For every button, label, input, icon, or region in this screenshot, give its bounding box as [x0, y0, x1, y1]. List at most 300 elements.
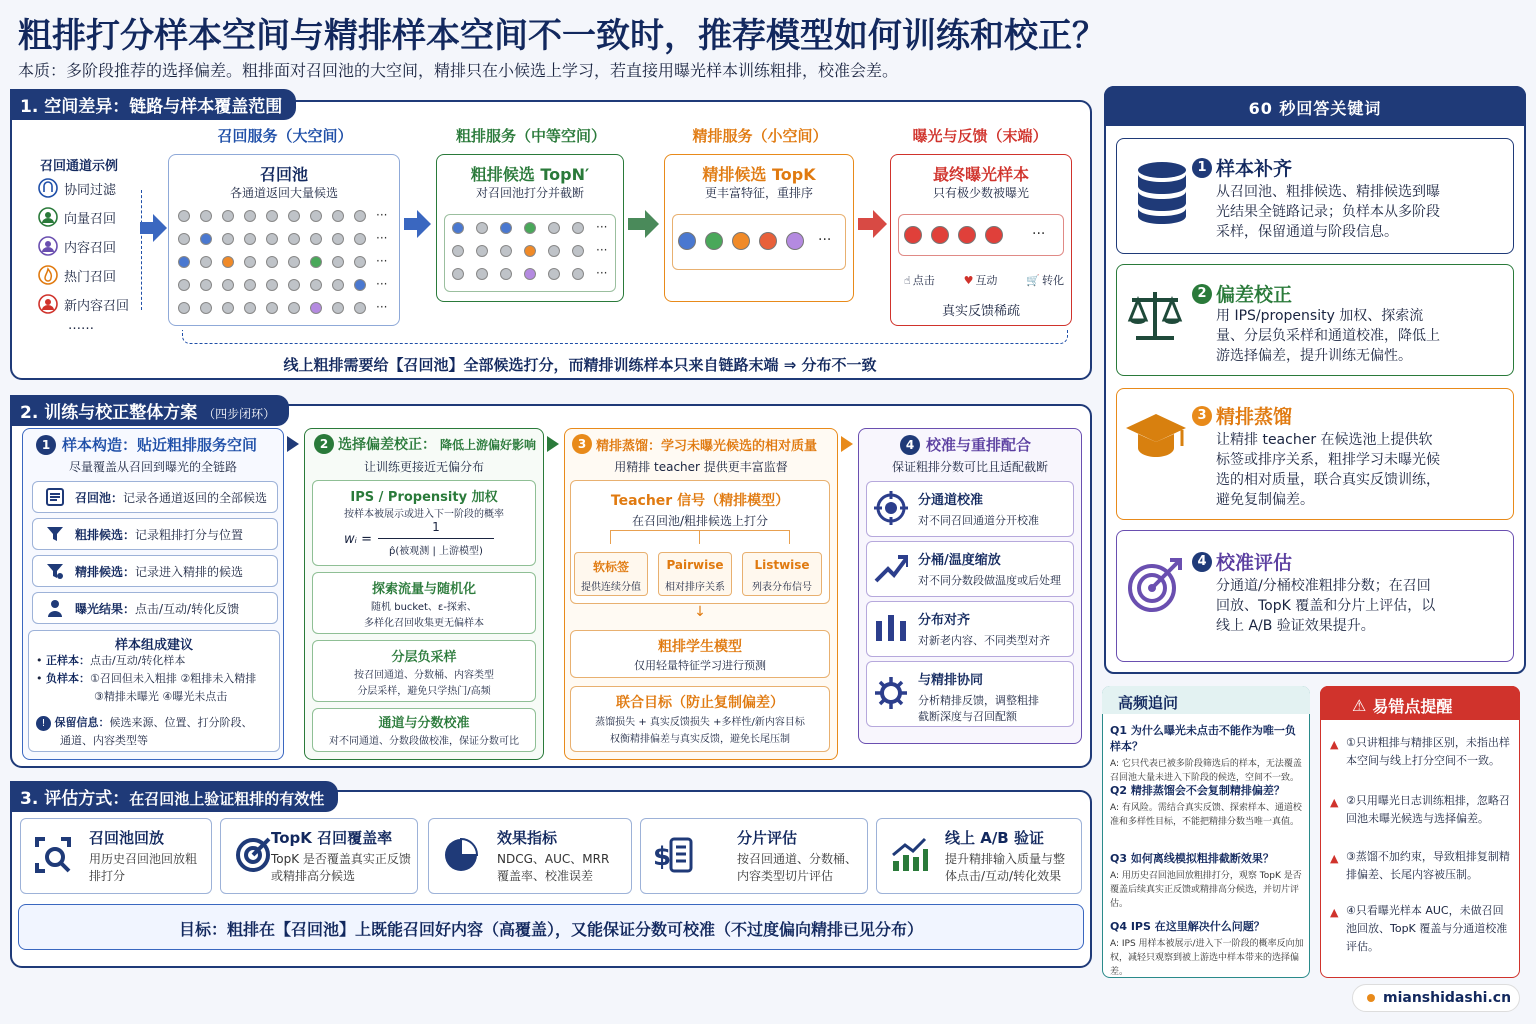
- candidate-dot: [178, 302, 190, 314]
- eval-item-title: 分片评估: [737, 829, 798, 847]
- eval-item-desc: TopK 是否覆盖真实正反馈或精排高分候选: [271, 852, 411, 883]
- candidate-dot: [332, 279, 344, 291]
- candidate-dot: [288, 210, 300, 222]
- filter-icon: [45, 561, 65, 581]
- feedback-row: [904, 272, 1064, 288]
- candidate-dot: [178, 210, 190, 222]
- eval-item-coverage: [220, 818, 418, 894]
- sub-pair-desc: 相对排序关系: [665, 582, 725, 593]
- col4-desc: 保证粗排分数可比且适配截断: [891, 460, 1048, 474]
- neg-val-1: ①召回但未入粗排 ②粗排未入精排: [90, 672, 257, 685]
- candidate-dot: [332, 302, 344, 314]
- col2-block-calib-title: 通道与分数校准: [378, 716, 470, 731]
- candidate-dot: [572, 222, 584, 234]
- section-3-header-title: 3. 评估方式：: [20, 789, 130, 809]
- sub-soft-title: 软标签: [592, 560, 629, 574]
- col1-advice-pos: • 正样本：点击/互动/转化样本: [36, 654, 186, 667]
- candidate-dot: [310, 279, 322, 291]
- eval-item-ab: [876, 818, 1082, 894]
- col1-num: 1: [36, 435, 56, 455]
- cart-icon: 🛒: [1026, 273, 1040, 287]
- warning-icon: ⚠: [1352, 696, 1367, 715]
- key-card-2-desc: 用 IPS/propensity 加权、探索流量、分层负采样和通道校准，降低上游选择偏差，提升训练无偏性。: [1216, 308, 1440, 364]
- col1-item-key: 召回池：: [75, 490, 124, 505]
- site-badge[interactable]: [1352, 984, 1520, 1012]
- col1-desc: 尽量覆盖从召回到曝光的全链路: [68, 460, 237, 474]
- candidate-dot: [200, 256, 212, 268]
- new-content-icon: [38, 294, 58, 314]
- candidate-dot: [548, 268, 560, 280]
- page-subtitle: 本质：多阶段推荐的选择偏差。粗排面对召回池的大空间，精排只在小候选上学习，若直接用曝光样本训练粗排，校准会差。: [18, 61, 899, 80]
- channel-label: 热门召回: [64, 269, 117, 285]
- channel-label: 协同过滤: [64, 182, 117, 198]
- sub-list-desc: 列表分布信号: [752, 582, 812, 593]
- candidate-dot: [200, 302, 212, 314]
- exposure-box-title: 最终曝光样本: [932, 165, 1029, 184]
- qa-item: [1110, 850, 1304, 911]
- col4-item-bucket-desc: 对不同分数段做温度或后处理: [918, 574, 1061, 587]
- candidate-dot: [244, 210, 256, 222]
- qa-answer: A: IPS 用样本被展示/进入下一阶段的概率反向加权，减轻只观察到被上游选中样本带来的选择偏差。: [1110, 939, 1304, 977]
- candidate-dot: [310, 256, 322, 268]
- eval-item-slice: [640, 818, 868, 894]
- recall-dot-grid: [178, 210, 394, 320]
- candidate-dot: [266, 302, 278, 314]
- eval-item-desc: 用历史召回池回放粗排打分: [89, 852, 198, 883]
- candidate-dot: [178, 233, 190, 245]
- mistakes-list: [1320, 730, 1520, 970]
- key-card-3-title: [1192, 402, 1292, 429]
- eval-item-desc: 按召回通道、分数桶、内容类型切片评估: [737, 852, 858, 883]
- candidate-dot: [332, 233, 344, 245]
- channel-item: [38, 236, 116, 256]
- candidate-dot: [332, 210, 344, 222]
- warning-icon: ▲: [1330, 906, 1339, 919]
- key-card-3-desc: 让精排 teacher 在候选池上提供软标签或排序关系，粗排学习未曝光候选的相对质量，联合真实反馈训练，避免复制偏差。: [1216, 432, 1440, 508]
- right-panel-title: 60 秒回答关键词: [1248, 99, 1382, 118]
- more-ellipsis: ···: [1032, 226, 1046, 242]
- col1-item-key: 曝光结果：: [75, 601, 136, 616]
- site-dot-icon: [1367, 994, 1375, 1002]
- arrow-recall-coarse: [404, 218, 418, 230]
- feedback-note: 真实反馈稀疏: [941, 304, 1020, 319]
- mistakes-title: [1352, 694, 1452, 717]
- eval-item-title: 效果指标: [497, 829, 558, 847]
- candidate-dot: [288, 256, 300, 268]
- user-icon: [38, 207, 58, 227]
- col4-title-text: 校准与重排配合: [926, 436, 1032, 454]
- fire-icon: [38, 265, 58, 285]
- qa-answer: A: 用历史召回池回放粗排打分，观察 TopK 是否覆盖后续真实正反馈或精排高分候选，并切片评估。: [1110, 871, 1302, 909]
- fine-box-desc: 更丰富特征，重排序: [704, 186, 813, 200]
- candidate-dot: [759, 232, 777, 250]
- more-ellipsis: ···: [596, 220, 608, 234]
- candidate-dot: [244, 233, 256, 245]
- more-ellipsis: ···: [818, 232, 832, 248]
- candidate-dot: [354, 210, 366, 222]
- arrow-coarse-fine: [628, 218, 646, 230]
- key-card-1-num: 1: [1192, 158, 1212, 178]
- candidate-dot: [244, 256, 256, 268]
- mistake-text: ②只用曝光日志训练粗排，忽略召回池未曝光候选与选择偏差。: [1346, 794, 1510, 825]
- database-icon: [1134, 160, 1190, 226]
- mistakes-title-text: 易错点提醒: [1372, 697, 1453, 716]
- candidate-dot: [266, 279, 278, 291]
- col4-item-channel-title: 分通道校准: [918, 493, 984, 508]
- col2-title-text: 选择偏差校正：: [338, 437, 436, 453]
- stage-label-exposure: 曝光与反馈（末端）: [912, 127, 1048, 145]
- warning-icon: ▲: [1330, 738, 1339, 751]
- candidate-dot: [524, 245, 536, 257]
- key-card-1-desc: 从召回池、粗排候选、精排候选到曝光结果全链路记录；负样本从多阶段采样，保留通道与阶段信息。: [1216, 184, 1440, 240]
- arrow-col3-col4: [841, 436, 853, 452]
- candidate-dot: [786, 232, 804, 250]
- info-icon: !: [36, 716, 51, 731]
- coarse-box-title: 粗排候选 TopN′: [470, 165, 590, 184]
- ips-formula-den: p̂(被观测 | 上游模型): [389, 546, 483, 557]
- col1-item-key: 粗排候选：: [75, 527, 136, 542]
- col4-item-bucket-title: 分桶/温度缩放: [918, 553, 1001, 568]
- arrow-col1-col2: [287, 436, 299, 452]
- col2-desc: 让训练更接近无偏分布: [363, 460, 484, 474]
- channel-item: [38, 178, 116, 198]
- col1-advice-title: 样本组成建议: [114, 638, 193, 653]
- eval-item-title: 线上 A/B 验证: [945, 829, 1044, 847]
- candidate-dot: [572, 268, 584, 280]
- more-ellipsis: ···: [376, 277, 388, 291]
- site-url: mianshidashi.cn: [1383, 990, 1512, 1006]
- col4-item-align-desc: 对新老内容、不同类型对齐: [918, 634, 1050, 647]
- sub-pair-title: Pairwise: [666, 558, 724, 572]
- candidate-dot: [244, 279, 256, 291]
- col4-title: [900, 434, 1031, 455]
- eval-item-desc: NDCG、AUC、MRR覆盖率、校准误差: [497, 852, 610, 883]
- candidate-dot: [678, 232, 696, 250]
- col1-advice-neg-2: ③精排未曝光 ④曝光未点击: [94, 690, 228, 703]
- fine-dot-row: [678, 232, 846, 252]
- col4-num: 4: [900, 435, 920, 455]
- candidate-dot: [354, 302, 366, 314]
- col1-advice-keep: [36, 714, 253, 731]
- candidate-dot: [244, 302, 256, 314]
- pie-chart-icon: [441, 835, 481, 875]
- more-ellipsis: ···: [596, 243, 608, 257]
- col1-item-coarse: [32, 518, 278, 550]
- more-ellipsis: ···: [376, 208, 388, 222]
- pos-key: 正样本：: [46, 654, 90, 667]
- more-ellipsis: ···: [376, 254, 388, 268]
- qa-question: Q3 如何离线模拟粗排截断效果？: [1110, 852, 1274, 865]
- candidate-dot: [332, 256, 344, 268]
- key-card-1-title: [1192, 154, 1292, 181]
- replay-search-icon: [33, 835, 73, 875]
- keep-val-1: 候选来源、位置、打分阶段、: [109, 716, 253, 729]
- teacher-title: Teacher 信号（精排模型）: [610, 493, 790, 509]
- teacher-branch-center: [699, 530, 700, 544]
- recall-pool-title: 召回池: [259, 165, 308, 184]
- teacher-desc: 在召回池/粗排候选上打分: [631, 514, 769, 528]
- channel-label: 内容召回: [64, 240, 117, 256]
- candidate-dot: [548, 245, 560, 257]
- col1-item-text: [75, 489, 267, 506]
- candidate-dot: [354, 279, 366, 291]
- col3-title: [572, 434, 817, 454]
- feedback-click-label: 点击: [912, 274, 935, 287]
- mistake-item: [1330, 848, 1510, 884]
- key-card-4-num: 4: [1192, 552, 1212, 572]
- channel-item: [38, 294, 129, 314]
- candidate-dot: [732, 232, 750, 250]
- channel-bracket: [136, 190, 142, 310]
- arrow-to-recall-head: [153, 214, 167, 242]
- candidate-dot: [500, 245, 512, 257]
- channel-label: 新内容召回: [64, 298, 130, 314]
- target-icon: [874, 491, 908, 525]
- ips-formula-bar: [378, 538, 494, 539]
- warning-icon: ▲: [1330, 796, 1339, 809]
- candidate-dot: [178, 256, 190, 268]
- teacher-to-student-arrow: ↓: [694, 604, 706, 620]
- col1-item-val: 记录进入精排的候选: [135, 564, 244, 579]
- col2-block-strat-title: 分层负采样: [391, 650, 457, 665]
- section-1-header-title: 1. 空间差异：: [20, 97, 130, 117]
- col1-item-val: 记录粗排打分与位置: [135, 527, 244, 542]
- channels-title: 召回通道示例: [40, 159, 119, 174]
- candidate-dot: [200, 233, 212, 245]
- col2-block-explore-d1: 随机 bucket、ε-探索、: [371, 602, 477, 613]
- key-card-3-title-text: 精排蒸馏: [1216, 406, 1293, 428]
- candidate-dot: [288, 279, 300, 291]
- candidate-dot: [200, 279, 212, 291]
- candidate-dot: [904, 226, 922, 244]
- candidate-dot: [452, 245, 464, 257]
- qa-question: Q4 IPS 在这里解决什么问题？: [1110, 920, 1265, 933]
- col2-block-explore-d2: 多样化召回收集更无偏样本: [364, 618, 484, 629]
- eval-item-title: TopK 召回覆盖率: [271, 829, 393, 847]
- mistake-text: ①只讲粗排与精排区别，未指出样本空间与线上打分空间不一致。: [1346, 736, 1510, 767]
- qa-answer: A: 它只代表已被多阶段筛选后的样本，无法覆盖召回池大量未进入下阶段的候选，空间不一致。: [1110, 759, 1302, 783]
- key-card-4-title-text: 校准评估: [1216, 552, 1293, 574]
- candidate-dot: [354, 233, 366, 245]
- candidate-dot: [178, 279, 190, 291]
- section-1-note: 线上粗排需要给【召回池】全部候选打分，而精排训练样本只来自链路末端 ⇒ 分布不一致: [283, 356, 877, 374]
- recall-pool-desc: 各通道返回大量候选: [229, 186, 338, 200]
- list-icon: [45, 487, 65, 507]
- more-ellipsis: ···: [596, 266, 608, 280]
- col2-title-sub: 降低上游偏好影响: [440, 437, 537, 452]
- followup-list: [1102, 718, 1310, 976]
- candidate-dot: [452, 222, 464, 234]
- target-arrow-icon: [1126, 556, 1184, 614]
- ips-formula-lhs: wᵢ =: [344, 532, 372, 547]
- section-1-header-sub: 链路与样本覆盖范围: [129, 97, 283, 117]
- key-card-3-num: 3: [1192, 406, 1212, 426]
- heart-icon: ♥: [963, 273, 974, 287]
- channel-item: [38, 207, 116, 227]
- joint-desc-2: 权衡精排偏差与真实反馈，避免长尾压制: [610, 734, 790, 745]
- col2-block-explore-title: 探索流量与随机化: [371, 582, 476, 597]
- col1-advice-keep-2: 通道、内容类型等: [60, 734, 148, 747]
- candidate-dot: [310, 233, 322, 245]
- funnel-icon: [45, 524, 65, 544]
- feedback-interact-label: 互动: [975, 274, 998, 287]
- qa-answer: A: 有风险。需结合真实反馈、探索样本、通道校准和多样性目标，不能把精排分数当唯一真值。: [1110, 803, 1302, 827]
- candidate-dot: [476, 245, 488, 257]
- mistake-text: ③蒸馏不加约束，导致粗排复制精排偏差、长尾内容被压制。: [1346, 850, 1510, 881]
- gear-icon: [874, 676, 908, 710]
- candidate-dot: [548, 222, 560, 234]
- candidate-dot: [266, 233, 278, 245]
- candidate-dot: [705, 232, 723, 250]
- col4-item-channel-desc: 对不同召回通道分开校准: [918, 514, 1039, 527]
- col1-item-key: 精排候选：: [75, 564, 136, 579]
- coarse-dot-grid: [452, 222, 612, 292]
- followup-title: 高频追问: [1118, 694, 1179, 712]
- student-desc: 仅用轻量特征学习进行预测: [634, 659, 766, 672]
- feedback-convert-label: 转化: [1042, 274, 1064, 287]
- key-card-4-title: [1192, 548, 1292, 575]
- candidate-dot: [222, 233, 234, 245]
- graduation-cap-icon: [1124, 412, 1188, 460]
- ips-formula-num: 1: [432, 520, 440, 534]
- section-2-header-title: 2. 训练与校正整体方案: [20, 403, 198, 423]
- qa-question: Q1 为什么曝光未点击不能作为唯一负样本？: [1110, 724, 1296, 753]
- coarse-box-desc: 对召回池打分并截断: [475, 186, 584, 200]
- mistake-item: [1330, 792, 1510, 828]
- content-icon: [38, 236, 58, 256]
- candidate-dot: [354, 256, 366, 268]
- goal-text: 目标：粗排在【召回池】上既能召回好内容（高覆盖），又能保证分数可校准（不过度偏向精排已见分布）: [178, 920, 923, 939]
- qa-item: [1110, 722, 1304, 785]
- section-2-header-sub: （四步闭环）: [203, 407, 276, 421]
- qa-item: [1110, 918, 1304, 979]
- candidate-dot: [476, 268, 488, 280]
- qa-question: Q2 精排蒸馏会不会复制精排偏差？: [1110, 784, 1285, 797]
- candidate-dot: [524, 268, 536, 280]
- candidate-dot: [310, 302, 322, 314]
- channel-label: 向量召回: [64, 211, 117, 227]
- feedback-click: [904, 272, 935, 288]
- col3-title-text: 精排蒸馏：学习未曝光候选的相对质量: [596, 438, 818, 454]
- sub-list-title: Listwise: [754, 558, 810, 572]
- arrow-fine-exposure: [858, 218, 874, 230]
- click-icon: ☝: [904, 273, 911, 287]
- channel-more: ……: [68, 318, 94, 333]
- key-card-4-desc: 分通道/分桶校准粗排分数；在召回回放、TopK 覆盖和分片上评估，以线上 A/B 验证效果提升。: [1216, 578, 1436, 634]
- more-ellipsis: ···: [376, 231, 388, 245]
- col2-block-ips-desc: 按样本被展示或进入下一阶段的概率: [344, 509, 504, 520]
- candidate-dot: [288, 302, 300, 314]
- section-3-header: [10, 781, 338, 812]
- col1-item-text: [75, 563, 243, 580]
- person-icon: [45, 598, 65, 618]
- page-title: 粗排打分样本空间与精排样本空间不一致时，推荐模型如何训练和校正？: [18, 16, 1106, 56]
- student-title: 粗排学生模型: [658, 639, 742, 655]
- candidate-dot: [222, 302, 234, 314]
- joint-desc-1: 蒸馏损失 + 真实反馈损失 +多样性/新内容目标: [595, 717, 805, 728]
- candidate-dot: [452, 268, 464, 280]
- col3-desc: 用精排 teacher 提供更丰富监督: [614, 460, 788, 474]
- section-3-header-sub: 在召回池上验证粗排的有效性: [129, 790, 325, 808]
- stage-label-recall: 召回服务（大空间）: [217, 127, 353, 145]
- candidate-dot: [524, 222, 536, 234]
- col1-item-val: 记录各通道返回的全部候选: [123, 490, 268, 505]
- eval-item-desc: 提升精排输入质量与整体点击/互动/转化效果: [945, 852, 1066, 883]
- key-card-2-title-text: 偏差校正: [1216, 284, 1293, 306]
- col2-block-strat-d2: 分层采样，避免只学热门/高频: [357, 686, 491, 697]
- col1-title-text: 样本构造：贴近粗排服务空间: [62, 436, 258, 454]
- candidate-dot: [288, 233, 300, 245]
- col1-item-exposure: [32, 592, 278, 624]
- col4-item-collab-d1: 分析精排反馈，调整粗排: [918, 694, 1039, 707]
- arrow-recall-coarse-head: [417, 210, 431, 238]
- key-card-1-title-text: 样本补齐: [1216, 158, 1293, 180]
- candidate-dot: [222, 279, 234, 291]
- col1-item-fine: [32, 555, 278, 587]
- sub-soft-desc: 提供连续分值: [581, 582, 641, 593]
- col2-title: [314, 434, 536, 454]
- candidate-dot: [500, 268, 512, 280]
- bar-growth-icon: [889, 835, 929, 875]
- col1-advice-neg: • 负样本：①召回但未入粗排 ②粗排未入精排: [36, 672, 257, 685]
- col4-item-collab-title: 与精排协同: [918, 673, 984, 688]
- teacher-branch: [610, 530, 790, 544]
- candidate-dot: [500, 222, 512, 234]
- channel-item: [38, 265, 116, 285]
- eval-item-replay: [20, 818, 212, 894]
- columns-icon: [874, 611, 908, 645]
- candidate-dot: [958, 226, 976, 244]
- neg-key: 负样本：: [46, 672, 90, 685]
- fine-box-title: 精排候选 TopK: [702, 165, 816, 184]
- col2-num: 2: [314, 434, 334, 454]
- more-ellipsis: ···: [376, 300, 388, 314]
- col2-block-calib-d1: 对不同通道、分数段做校准，保证分数可比: [329, 736, 519, 747]
- exposure-box-desc: 只有极少数被曝光: [932, 186, 1029, 200]
- mistake-item: [1330, 902, 1510, 956]
- dollar-doc-icon: [653, 835, 693, 875]
- arrow-fine-exposure-head: [873, 210, 887, 238]
- section-2-header: [10, 395, 289, 426]
- scale-icon: [1126, 288, 1184, 344]
- arrow-coarse-fine-head: [645, 210, 659, 238]
- candidate-dot: [222, 210, 234, 222]
- warning-icon: ▲: [1330, 852, 1339, 865]
- stage-label-coarse: 粗排服务（中等空间）: [455, 127, 606, 145]
- section-1-bracket: [182, 330, 1068, 344]
- col1-item-text: [75, 526, 243, 543]
- mistake-text: ④只看曝光样本 AUC，未做召回池回放、TopK 覆盖与分通道校准评估。: [1346, 904, 1508, 953]
- col1-item-val: 点击/互动/转化反馈: [135, 601, 240, 616]
- col1-title: [36, 434, 257, 455]
- candidate-dot: [985, 226, 1003, 244]
- candidate-dot: [310, 210, 322, 222]
- col4-item-align-title: 分布对齐: [918, 613, 971, 628]
- target-icon: [233, 835, 273, 875]
- candidate-dot: [266, 256, 278, 268]
- eval-item-metrics: [428, 818, 632, 894]
- joint-title: 联合目标（防止复制偏差）: [616, 695, 784, 711]
- key-card-2-title: [1192, 280, 1292, 307]
- growth-icon: [874, 551, 908, 585]
- candidate-dot: [222, 256, 234, 268]
- collaborative-icon: [38, 178, 58, 198]
- candidate-dot: [476, 222, 488, 234]
- col1-item-text: [75, 600, 239, 617]
- arrow-col2-col3: [547, 436, 559, 452]
- exposure-dot-row: [904, 226, 1064, 246]
- candidate-dot: [266, 210, 278, 222]
